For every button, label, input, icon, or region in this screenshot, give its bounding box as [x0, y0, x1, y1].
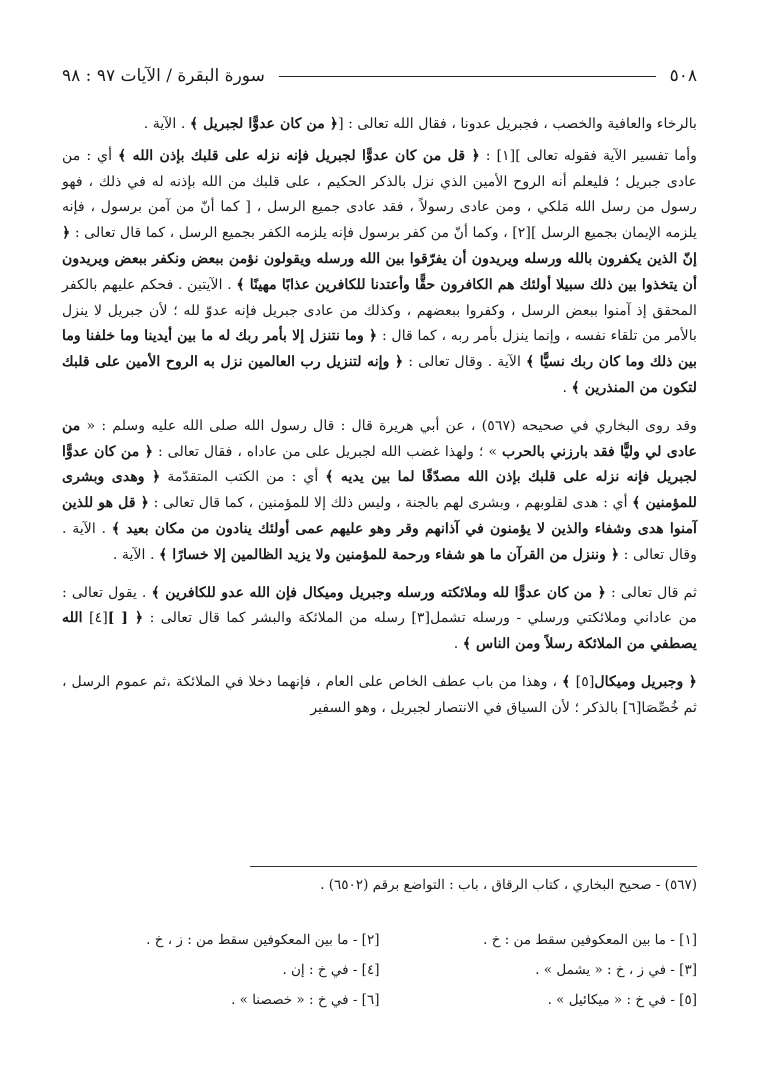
quran-verse: ﴿ من كان عدوًّا لله وملائكته ورسله وجبريل وميكال فإن الله عدو للكافرين ﴾: [151, 584, 606, 601]
footnote-2: [٢] - ما بين المعكوفين سقط من : ز ، خ .: [146, 932, 380, 948]
text-run: (٥٦٧): [481, 417, 516, 434]
text-run: وأما تفسير الآية فقوله تعالى ]: [515, 147, 697, 164]
text-run: ، وكما أنّ من كفر برسول فإنه يلزمه الكفر بجميع الرسل ، كما قال تعالى :: [70, 225, 513, 242]
footnotes: [62, 925, 697, 1015]
quran-verse: ﴿ من كان عدوًّا لجبريل فإنه نزله على قلبك بإذن الله مصدّقًا لما بين يديه ﴾: [62, 443, 697, 486]
footnote-5: [٥] - في خ : « ميكائيل » .: [547, 992, 697, 1008]
footnote-separator: [250, 866, 697, 867]
footnote-1: [١] - ما بين المعكوفين سقط من : خ .: [483, 932, 697, 948]
text-run: ، وهذا من باب عطف الخاص على العام ، فإنهما دخلا في الملائكة ،ثم عموم الرسل ، ثم خُصِّصَا: [62, 673, 697, 716]
text-run: أي : من عادى جبريل ؛ فليعلم أنه الروح الأمين الذي نزل بالذكر الحكيم ، على قلبك من الله بإذنه له في ذلك ، فهو رسول من رسل الله مَلكي ، ومن عادى رسولاً ، فقد عادى جميع الرسل ، [ كما أنّ من آمن برسول ، فإنه يلزمه الإيمان بجميع الرسل ]: [62, 147, 697, 242]
page-header: [62, 62, 697, 90]
hadith-footnote: (٥٦٧) - صحيح البخاري ، كتاب الرقاق ، باب : التواضع برقم (٦٥٠٢) .: [320, 877, 697, 893]
quran-verse: ﴿ وهدى وبشرى للمؤمنين ﴾: [62, 469, 697, 512]
text-run: وقد روى البخاري في صحيحه: [515, 417, 698, 434]
running-title: سورة البقرة / الآيات ٩٧ : ٩٨: [62, 66, 265, 86]
quran-verse: ﴿ وإنه لتنزيل رب العالمين نزل به الروح الأمين على قلبك لتكون من المنذرين ﴾: [62, 354, 697, 396]
text-run: . يقول تعالى : من عاداني وملائكتي ورسلي - ورسله تشمل: [62, 584, 698, 627]
quran-verse: من عادى لي وليًّا فقد بارزني بالحرب: [62, 417, 698, 460]
text-run: ، عن أبي هريرة قال : قال رسول الله صلى الله عليه وسلم : «: [80, 417, 482, 434]
text-run: .: [562, 379, 572, 396]
paragraph-5: [62, 670, 697, 722]
text-run: بالرخاء والعافية والخصب ، فجبريل عدونا ، فقال الله تعالى : [: [338, 116, 697, 132]
quran-verse: الله يصطفي من الملائكة رسلاً ومن الناس ﴾: [62, 610, 697, 653]
paragraph-1: [62, 112, 697, 138]
paragraph-4: [62, 581, 697, 658]
text-run: أي : هدى لقلوبهم ، وبشرى لهم بالجنة ، وليس ذلك إلا للمؤمنين ، كما قال تعالى :: [148, 495, 633, 512]
footnote-6: [٦] - في خ : « خصصنا » .: [231, 992, 380, 1008]
quran-verse: ﴿ [ ]: [107, 610, 144, 627]
text-run: . الآية . وقال تعالى :: [62, 520, 697, 563]
text-run: . الآية .: [112, 546, 160, 563]
paragraph-2: [62, 144, 697, 402]
page-number: ٥٠٨: [669, 66, 697, 86]
quran-verse: ﴿ قل من كان عدوًّا لجبريل فإنه نزله على قلبك بإذن الله ﴾: [117, 147, 480, 164]
text-run: [٢]: [512, 225, 531, 242]
text-run: أي : من الكتب المتقدّمة: [160, 469, 326, 486]
text-run: ثم قال تعالى :: [605, 584, 698, 601]
quran-verse: ﴿ وننزل من القرآن ما هو شفاء ورحمة للمؤمنين ولا يزيد الظالمين إلا خسارًا ﴾: [159, 546, 620, 563]
quran-verse: ﴿ إنّ الذين يكفرون بالله ورسله ويريدون أن يفرّقوا بين الله ورسله ويقولون نؤمن ببعض ونكفر ببعض ويريدون أن يتخذوا بين ذلك سبيلا أولئك هم الكافرون حقًّا وأعتدنا للكافرين عذابًا مهينًا ﴾: [62, 225, 697, 293]
text-run: بالذكر ؛ لأن السياق في الانتصار لجبريل ، وهو السفير: [310, 699, 623, 716]
page-body: [62, 112, 697, 734]
text-run: [٣]: [411, 610, 431, 627]
paragraph-3: [62, 414, 697, 569]
text-run: [٥]: [575, 673, 595, 690]
footnote-4: [٤] - في خ : إن .: [282, 962, 380, 978]
text-run: .: [180, 116, 190, 132]
text-run: الآية . وقال تعالى :: [403, 354, 526, 371]
quran-verse: ﴿ قل هو للذين آمنوا هدى وشفاء والذين لا يؤمنون في آذانهم وقر وهو عليهم عمى أولئك ينادون من مكان بعيد ﴾: [62, 495, 697, 537]
text-run: .: [453, 636, 463, 653]
quran-verse: ﴿ وما نتنزل إلا بأمر ربك له ما بين أيدينا وما خلفنا وما بين ذلك وما كان ربك نسيًّا ﴾: [62, 328, 697, 371]
header-rule: [279, 76, 656, 77]
text-run: الآية .: [143, 116, 181, 132]
text-run: :: [479, 147, 497, 164]
text-run: [١]: [496, 147, 516, 164]
text-run: رسله من الملائكة والبشر كما قال تعالى :: [143, 610, 412, 627]
quran-verse: ﴿ من كان عدوًّا لجبريل ﴾: [189, 116, 339, 132]
quran-verse: ﴿ وجبريل وميكال: [594, 673, 697, 690]
text-run: [٤]: [89, 610, 108, 627]
text-run: . الآيتين . فحكم عليهم بالكفر المحقق إذ آمنوا ببعض الرسل ، وكفروا ببعضهم ، وكذلك من عادى جبريل فإنه عدوّ لله ؛ لأن جبريل لا ينزل بالأمر من تلقاء نفسه ، وإنما ينزل بأمر ربه ، كما قال :: [62, 276, 698, 345]
text-run: [٦]: [622, 699, 642, 716]
text-run: » ؛ ولهذا غضب الله لجبريل على من عاداه ، فقال تعالى :: [153, 443, 502, 460]
footnote-3: [٣] - في ز ، خ : « يشمل » .: [535, 962, 697, 978]
quran-verse: ﴾: [561, 673, 576, 690]
